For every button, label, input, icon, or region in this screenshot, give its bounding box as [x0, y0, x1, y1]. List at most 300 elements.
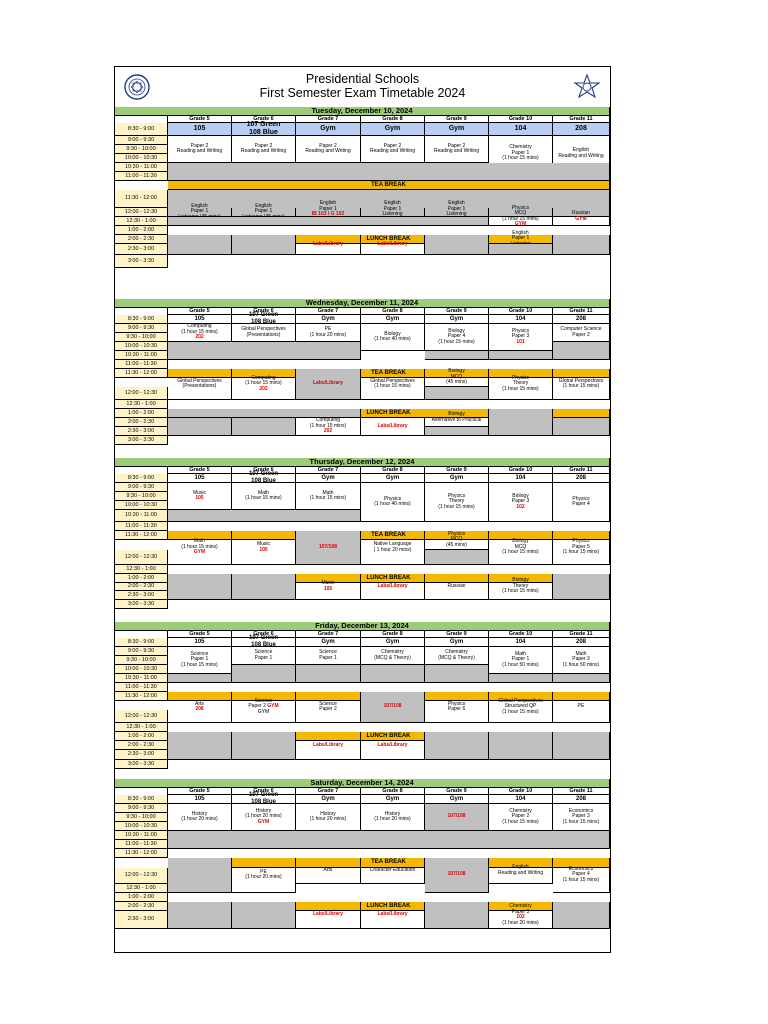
- exam-line: (1 hour 15 mins): [181, 328, 218, 335]
- exam-line: Character Education: [369, 866, 416, 873]
- room-cell: [361, 123, 425, 136]
- grade-header: Grade 9: [425, 308, 489, 315]
- exam-line: 202: [323, 428, 333, 435]
- day-header: Saturday, December 14, 2024: [115, 779, 610, 788]
- exam-line: Labs/Library: [312, 240, 343, 247]
- exam-line: (1 hour 20 mins): [181, 816, 218, 822]
- empty-slot: [489, 244, 553, 255]
- exam-line: Theory: [512, 380, 529, 387]
- exam-cell: [168, 804, 232, 831]
- exam-line: English: [512, 864, 529, 870]
- room-label: 107 Green: [248, 635, 279, 642]
- empty-slot: [168, 732, 232, 760]
- room-label: 208: [575, 125, 587, 133]
- room-label: Gym: [449, 795, 464, 802]
- room-label: Gym: [321, 638, 335, 645]
- empty-slot: [425, 387, 489, 400]
- exam-line: Alternative to Practical: [431, 416, 482, 423]
- time-slot: 9:30 - 10:00: [115, 145, 168, 154]
- exam-cell: [361, 902, 425, 929]
- exam-cell: [425, 531, 489, 550]
- exam-cell: [361, 531, 425, 565]
- exam-cell: [489, 483, 553, 522]
- empty-slot: [553, 342, 610, 360]
- exam-line: Paper 3: [572, 813, 590, 820]
- room-cell: [168, 123, 232, 136]
- exam-cell: [296, 732, 361, 760]
- exam-line: Reading and Writing: [558, 152, 604, 159]
- exam-line: (1 hour 15 mins): [562, 549, 600, 556]
- room-cell: [232, 312, 296, 325]
- exam-cell: [232, 804, 296, 831]
- exam-cell: [168, 531, 232, 565]
- exam-cell: [425, 858, 489, 893]
- exam-line: (1 hour 15 mins): [309, 495, 347, 501]
- room-cell: [168, 795, 232, 804]
- time-slot: 3:00 - 3:30: [115, 760, 168, 769]
- room-cell: [489, 795, 553, 804]
- exam-line: Paper 2: [447, 142, 466, 149]
- exam-line: Physics: [572, 538, 590, 545]
- exam-line: (1 hour 20 mins): [374, 816, 411, 822]
- exam-cell: [361, 483, 425, 522]
- exam-line: Math: [322, 489, 334, 496]
- room-cell: [232, 123, 296, 136]
- exam-line: Reading and Writing: [305, 148, 351, 154]
- exam-cell: [489, 531, 553, 565]
- empty-slot: [553, 674, 610, 683]
- exam-line: Global Perspectives: [241, 326, 286, 332]
- empty-slot: [168, 902, 232, 929]
- time-slot: 1:00 - 2:00: [115, 574, 168, 583]
- empty-slot: [168, 858, 232, 893]
- exam-line: Paper 2: [572, 331, 590, 338]
- grade-header: Grade 5: [168, 788, 232, 795]
- exam-line: Chemistry: [509, 807, 532, 814]
- exam-cell: [296, 647, 361, 665]
- grade-header: Grade 7: [296, 788, 361, 795]
- room-cell: [232, 792, 296, 805]
- empty-slot: [168, 418, 232, 436]
- exam-line: (1 hour 15 mins): [309, 422, 347, 429]
- exam-line: (1 hour 15 mins): [502, 708, 539, 715]
- empty-slot: [232, 902, 296, 929]
- exam-cell: [425, 200, 489, 217]
- time-slot: 11:00 - 11:30: [115, 522, 168, 531]
- exam-line: (1 hour 40 mins): [374, 336, 411, 342]
- exam-line: Labs/Library: [377, 240, 408, 247]
- time-slot: 2:30 - 3:00: [115, 427, 168, 436]
- exam-cell: [489, 804, 553, 831]
- room-cell: [296, 638, 361, 647]
- room-cell: [489, 315, 553, 324]
- exam-line: MCQ: [450, 536, 463, 543]
- exam-line: English: [512, 229, 529, 236]
- time-slot: 3:00 - 3:30: [115, 600, 168, 609]
- time-slot: 1:00 - 2:00: [115, 893, 168, 902]
- exam-line: Labs/Library: [312, 741, 343, 748]
- time-slot: 9:30 - 10:00: [115, 333, 168, 342]
- exam-line: Math: [193, 538, 206, 545]
- empty-slot: [232, 574, 296, 600]
- room-cell: [232, 635, 296, 648]
- exam-cell: [296, 324, 361, 342]
- room-cell: [361, 638, 425, 647]
- exam-cell: [553, 483, 610, 522]
- empty-slot: [232, 235, 296, 255]
- room-label: Gym: [385, 795, 400, 802]
- grade-header: Grade 7: [296, 467, 361, 474]
- exam-line: (1 hour 15 mins): [245, 495, 282, 501]
- room-cell: [296, 795, 361, 804]
- time-slot: 8:30 - 9:00: [115, 795, 168, 804]
- time-slot: 1:00 - 2:00: [115, 226, 168, 235]
- grade-header: Grade 9: [425, 631, 489, 638]
- exam-line: (1 hour 20 mins): [245, 874, 282, 880]
- exam-line: Paper 2: [254, 142, 273, 149]
- exam-cell: [361, 369, 425, 400]
- room-label: 105: [194, 315, 205, 322]
- exam-cell: [425, 369, 489, 387]
- exam-cell: [425, 483, 489, 522]
- exam-line: 208: [195, 706, 204, 712]
- time-slot: 12:30 - 1:00: [115, 217, 168, 226]
- exam-line: Science: [319, 700, 337, 707]
- exam-line: English: [448, 200, 465, 206]
- exam-line: Paper 2: [383, 142, 402, 149]
- grade-header: Grade 9: [425, 116, 489, 123]
- grade-header: Grade 11: [553, 788, 610, 795]
- room-label: Gym: [385, 474, 400, 481]
- exam-line: Arts: [195, 700, 204, 707]
- grade-header: Grade 5: [168, 631, 232, 638]
- exam-line: English: [319, 200, 337, 206]
- exam-cell: [553, 208, 610, 226]
- exam-line: MCQ: [514, 210, 527, 216]
- grade-header: Grade 7: [296, 631, 361, 638]
- empty-slot: [425, 351, 489, 360]
- timetable-header: [115, 67, 610, 108]
- exam-cell: [168, 324, 232, 342]
- exam-line: Chemistry: [381, 649, 404, 655]
- time-slot: 12:00 - 12:30: [115, 550, 168, 565]
- time-slot: 12:00 - 12:30: [115, 868, 168, 884]
- time-slot: 11:00 - 11:30: [115, 360, 168, 369]
- exam-line: (1 hour 40 mins): [374, 501, 411, 507]
- exam-cell: [553, 647, 610, 674]
- room-cell: [489, 474, 553, 483]
- room-label: Gym: [321, 474, 335, 481]
- exam-line: (45 mins): [446, 541, 467, 548]
- room-label: 108 Blue: [249, 129, 278, 136]
- exam-line: Paper 1: [254, 208, 273, 215]
- room-cell: [489, 123, 553, 136]
- time-slot: 2:00 - 2:30: [115, 902, 168, 911]
- exam-line: PE: [577, 703, 585, 710]
- exam-cell: [296, 804, 361, 831]
- exam-cell: [232, 692, 296, 723]
- exam-line: Physics: [447, 700, 466, 707]
- exam-line: (MCQ & Theory): [438, 654, 475, 661]
- exam-line: Paper 1: [190, 656, 209, 663]
- exam-line: (1 hour 20 mins): [502, 919, 539, 926]
- exam-line: Math: [257, 489, 270, 496]
- room-label: 107 Green: [246, 121, 281, 129]
- time-slot: 12:30 - 1:00: [115, 723, 168, 732]
- tea-break-bar: TEA BREAK: [168, 369, 610, 378]
- exam-cell: [425, 136, 489, 163]
- exam-line: (Presentations): [246, 331, 281, 338]
- exam-cell: [553, 858, 610, 893]
- exam-line: Biology: [512, 492, 529, 499]
- exam-cell: [232, 647, 296, 665]
- empty-slot: [232, 665, 296, 683]
- exam-line: (1 hour 15 mins): [374, 383, 411, 389]
- empty-slot: [168, 674, 232, 683]
- grade-header: Grade 10: [489, 308, 553, 315]
- exam-line: Biology: [384, 330, 401, 337]
- time-slot: 10:30 - 11:00: [115, 351, 168, 360]
- exam-line: Paper 2: [319, 706, 337, 712]
- room-label: Gym: [384, 125, 401, 133]
- exam-line: (45 mins): [446, 379, 467, 386]
- empty-slot: [168, 510, 361, 522]
- empty-slot: [553, 732, 610, 760]
- exam-line: Chemistry: [509, 144, 532, 151]
- room-label: 208: [575, 474, 586, 481]
- exam-line: GYM: [514, 221, 527, 227]
- grade-header: Grade 5: [168, 467, 232, 474]
- exam-cell: [296, 235, 361, 255]
- exam-cell: [425, 324, 489, 351]
- exam-cell: [489, 902, 553, 929]
- grade-header: Grade 10: [489, 467, 553, 474]
- time-slot: 10:00 - 10:30: [115, 501, 168, 510]
- room-cell: [553, 474, 610, 483]
- time-slot: 11:30 - 12:00: [115, 531, 168, 540]
- day-header: Tuesday, December 10, 2024: [115, 107, 610, 116]
- exam-line: Global Perspectives: [558, 377, 604, 384]
- exam-cell: [232, 531, 296, 565]
- exam-line: 105: [323, 585, 333, 592]
- exam-line: Paper 2: [190, 142, 209, 149]
- time-slot: 9:30 - 10:00: [115, 492, 168, 501]
- time-slot: 11:30 - 12:00: [115, 849, 168, 858]
- empty-slot: [168, 235, 232, 255]
- exam-line: (1 hour 20 mins): [309, 816, 347, 822]
- time-slot: 12:30 - 1:00: [115, 884, 168, 893]
- exam-cell: [425, 804, 489, 831]
- exam-line: Paper 4: [447, 333, 466, 340]
- room-cell: [296, 315, 361, 324]
- exam-line: Economics: [568, 807, 594, 814]
- exam-cell: [168, 483, 232, 510]
- exam-line: Science: [190, 650, 209, 657]
- room-label: 104: [515, 795, 526, 802]
- time-slot: 3:00 - 3:30: [115, 255, 168, 268]
- room-label: 108 Blue: [251, 478, 276, 484]
- exam-cell: [553, 369, 610, 400]
- exam-line: (1 hour 50 mins): [562, 661, 600, 668]
- exam-line: 102: [516, 914, 525, 920]
- exam-line: 101: [516, 338, 525, 345]
- exam-line: (1 hour 15 mins): [562, 818, 600, 825]
- exam-line: Paper 4: [572, 501, 590, 507]
- empty-slot: [425, 550, 489, 565]
- exam-line: (1 hour 15 mins): [562, 383, 600, 389]
- exam-cell: [361, 804, 425, 831]
- empty-slot: [489, 674, 553, 683]
- time-slot: 9:00 - 9:30: [115, 804, 168, 813]
- exam-line: Global Perspectives: [370, 377, 415, 384]
- exam-line: Music: [256, 541, 271, 547]
- room-cell: [296, 474, 361, 483]
- exam-cell: [296, 418, 361, 436]
- exam-line: PE: [260, 868, 267, 875]
- grade-header: Grade 8: [361, 116, 425, 123]
- tea-break-bar: TEA BREAK: [168, 858, 610, 868]
- exam-line: History: [384, 810, 401, 817]
- room-label: 104: [515, 638, 526, 645]
- exam-line: Physics: [572, 495, 590, 502]
- room-label: 105: [194, 795, 205, 802]
- room-note: GYM: [265, 703, 279, 710]
- exam-line: Paper 1: [447, 205, 466, 212]
- exam-cell: [296, 902, 361, 929]
- exam-cell: [232, 324, 296, 342]
- exam-line: Biology: [448, 368, 465, 375]
- exam-line: Theory: [512, 582, 529, 589]
- exam-line: Economics: [568, 865, 594, 872]
- empty-slot: [168, 574, 232, 600]
- exam-line: Paper 1: [511, 656, 530, 663]
- time-slot: 11:30 - 12:00: [115, 692, 168, 701]
- empty-slot: [232, 418, 296, 436]
- room-label: 208: [575, 638, 586, 645]
- exam-line: Paper 1: [383, 205, 402, 212]
- grade-header: Grade 5: [168, 308, 232, 315]
- exam-line: Paper 1: [190, 208, 209, 215]
- room-label: Gym: [385, 638, 400, 645]
- time-slot: 2:30 - 3:00: [115, 244, 168, 255]
- exam-line: Theory: [448, 498, 465, 505]
- exam-line: MCQ: [450, 373, 463, 380]
- exam-line: Computing: [251, 374, 276, 381]
- exam-line: Russian: [447, 582, 466, 589]
- exam-line: Physics: [511, 374, 530, 381]
- lunch-break-bar: LUNCH BREAK: [168, 732, 610, 741]
- room-cell: [489, 638, 553, 647]
- exam-line: Global Perspectives: [498, 697, 543, 704]
- exam-line: Biology: [512, 538, 529, 545]
- exam-line: PE: [324, 326, 332, 332]
- exam-line: Native Language: [373, 541, 412, 547]
- exam-line: 107/108: [447, 871, 466, 878]
- exam-line: GYM: [193, 549, 206, 556]
- exam-line: ( 1 hour 20 mins): [373, 546, 412, 553]
- time-slot: 11:00 - 11:30: [115, 172, 168, 181]
- exam-cell: [232, 136, 296, 163]
- exam-cell: [296, 692, 361, 723]
- exam-line: (1 hour 15 mins): [502, 215, 539, 222]
- room-cell: [425, 795, 489, 804]
- exam-line: Paper 5: [572, 543, 590, 550]
- grade-header: Grade 11: [553, 308, 610, 315]
- room-label: Gym: [449, 638, 464, 645]
- exam-line: Reading and Writing: [240, 148, 287, 154]
- room-cell: [232, 471, 296, 484]
- exam-line: English: [572, 147, 590, 153]
- empty-slot: [425, 235, 489, 255]
- exam-line: Chemistry: [445, 649, 468, 655]
- empty-slot: [232, 732, 296, 760]
- grade-header: Grade 8: [361, 467, 425, 474]
- time-slot: 8:30 - 9:00: [115, 638, 168, 647]
- room-note: IB 103 I G 102: [311, 211, 345, 217]
- room-label: 105: [194, 474, 205, 481]
- tea-break-bar: TEA BREAK: [168, 181, 610, 190]
- exam-line: (Presentations): [182, 383, 217, 389]
- time-slot: 10:30 - 11:00: [115, 674, 168, 683]
- time-slot: 8:30 - 9:00: [115, 315, 168, 324]
- exam-line: Biology: [448, 411, 465, 417]
- exam-line: Computing: [315, 417, 341, 424]
- exam-line: Physics: [511, 327, 530, 334]
- exam-cell: [168, 369, 232, 400]
- exam-cell: [296, 136, 361, 163]
- exam-line: MCQ: [514, 543, 527, 550]
- time-slot: 10:00 - 10:30: [115, 154, 168, 163]
- grade-header: Grade 6: [232, 788, 296, 795]
- exam-line: Music: [192, 489, 207, 496]
- exam-cell: [361, 418, 425, 436]
- exam-line: Reading and Writing: [176, 148, 223, 154]
- room-label: 104: [515, 315, 526, 322]
- empty-slot: [553, 574, 610, 600]
- exam-line: Paper 1: [254, 654, 273, 661]
- time-slot: 11:00 - 11:30: [115, 840, 168, 849]
- room-cell: [425, 474, 489, 483]
- exam-line: Math: [514, 650, 527, 657]
- exam-line: (1 hour 15 mins): [245, 380, 282, 387]
- exam-cell: [489, 647, 553, 674]
- exam-cell: [361, 136, 425, 163]
- exam-cell: [296, 200, 361, 217]
- exam-line: Music: [321, 580, 335, 586]
- time-slot: 10:00 - 10:30: [115, 822, 168, 831]
- exam-line: Biology: [512, 577, 529, 584]
- time-slot: 11:30 - 12:00: [115, 190, 168, 208]
- exam-line: Math: [575, 650, 587, 657]
- timetable-sheet: [114, 66, 611, 953]
- time-slot: 9:30 - 10:00: [115, 813, 168, 822]
- room-cell: [425, 123, 489, 136]
- exam-line: Labs/Library: [312, 911, 343, 918]
- exam-cell: [361, 647, 425, 665]
- exam-line: Labs/Library: [377, 911, 408, 918]
- exam-cell: [425, 647, 489, 665]
- school-name: Presidential Schools: [305, 72, 420, 86]
- empty-slot: [168, 217, 489, 226]
- grade-header: Grade 8: [361, 631, 425, 638]
- exam-line: Paper 4: [572, 871, 590, 878]
- room-label: Gym: [449, 474, 464, 481]
- room-cell: [296, 123, 361, 136]
- exam-line: Science: [319, 649, 337, 655]
- time-slot: 2:30 - 3:00: [115, 591, 168, 600]
- room-cell: [361, 795, 425, 804]
- page-title: First Semester Exam Timetable 2024: [259, 86, 466, 100]
